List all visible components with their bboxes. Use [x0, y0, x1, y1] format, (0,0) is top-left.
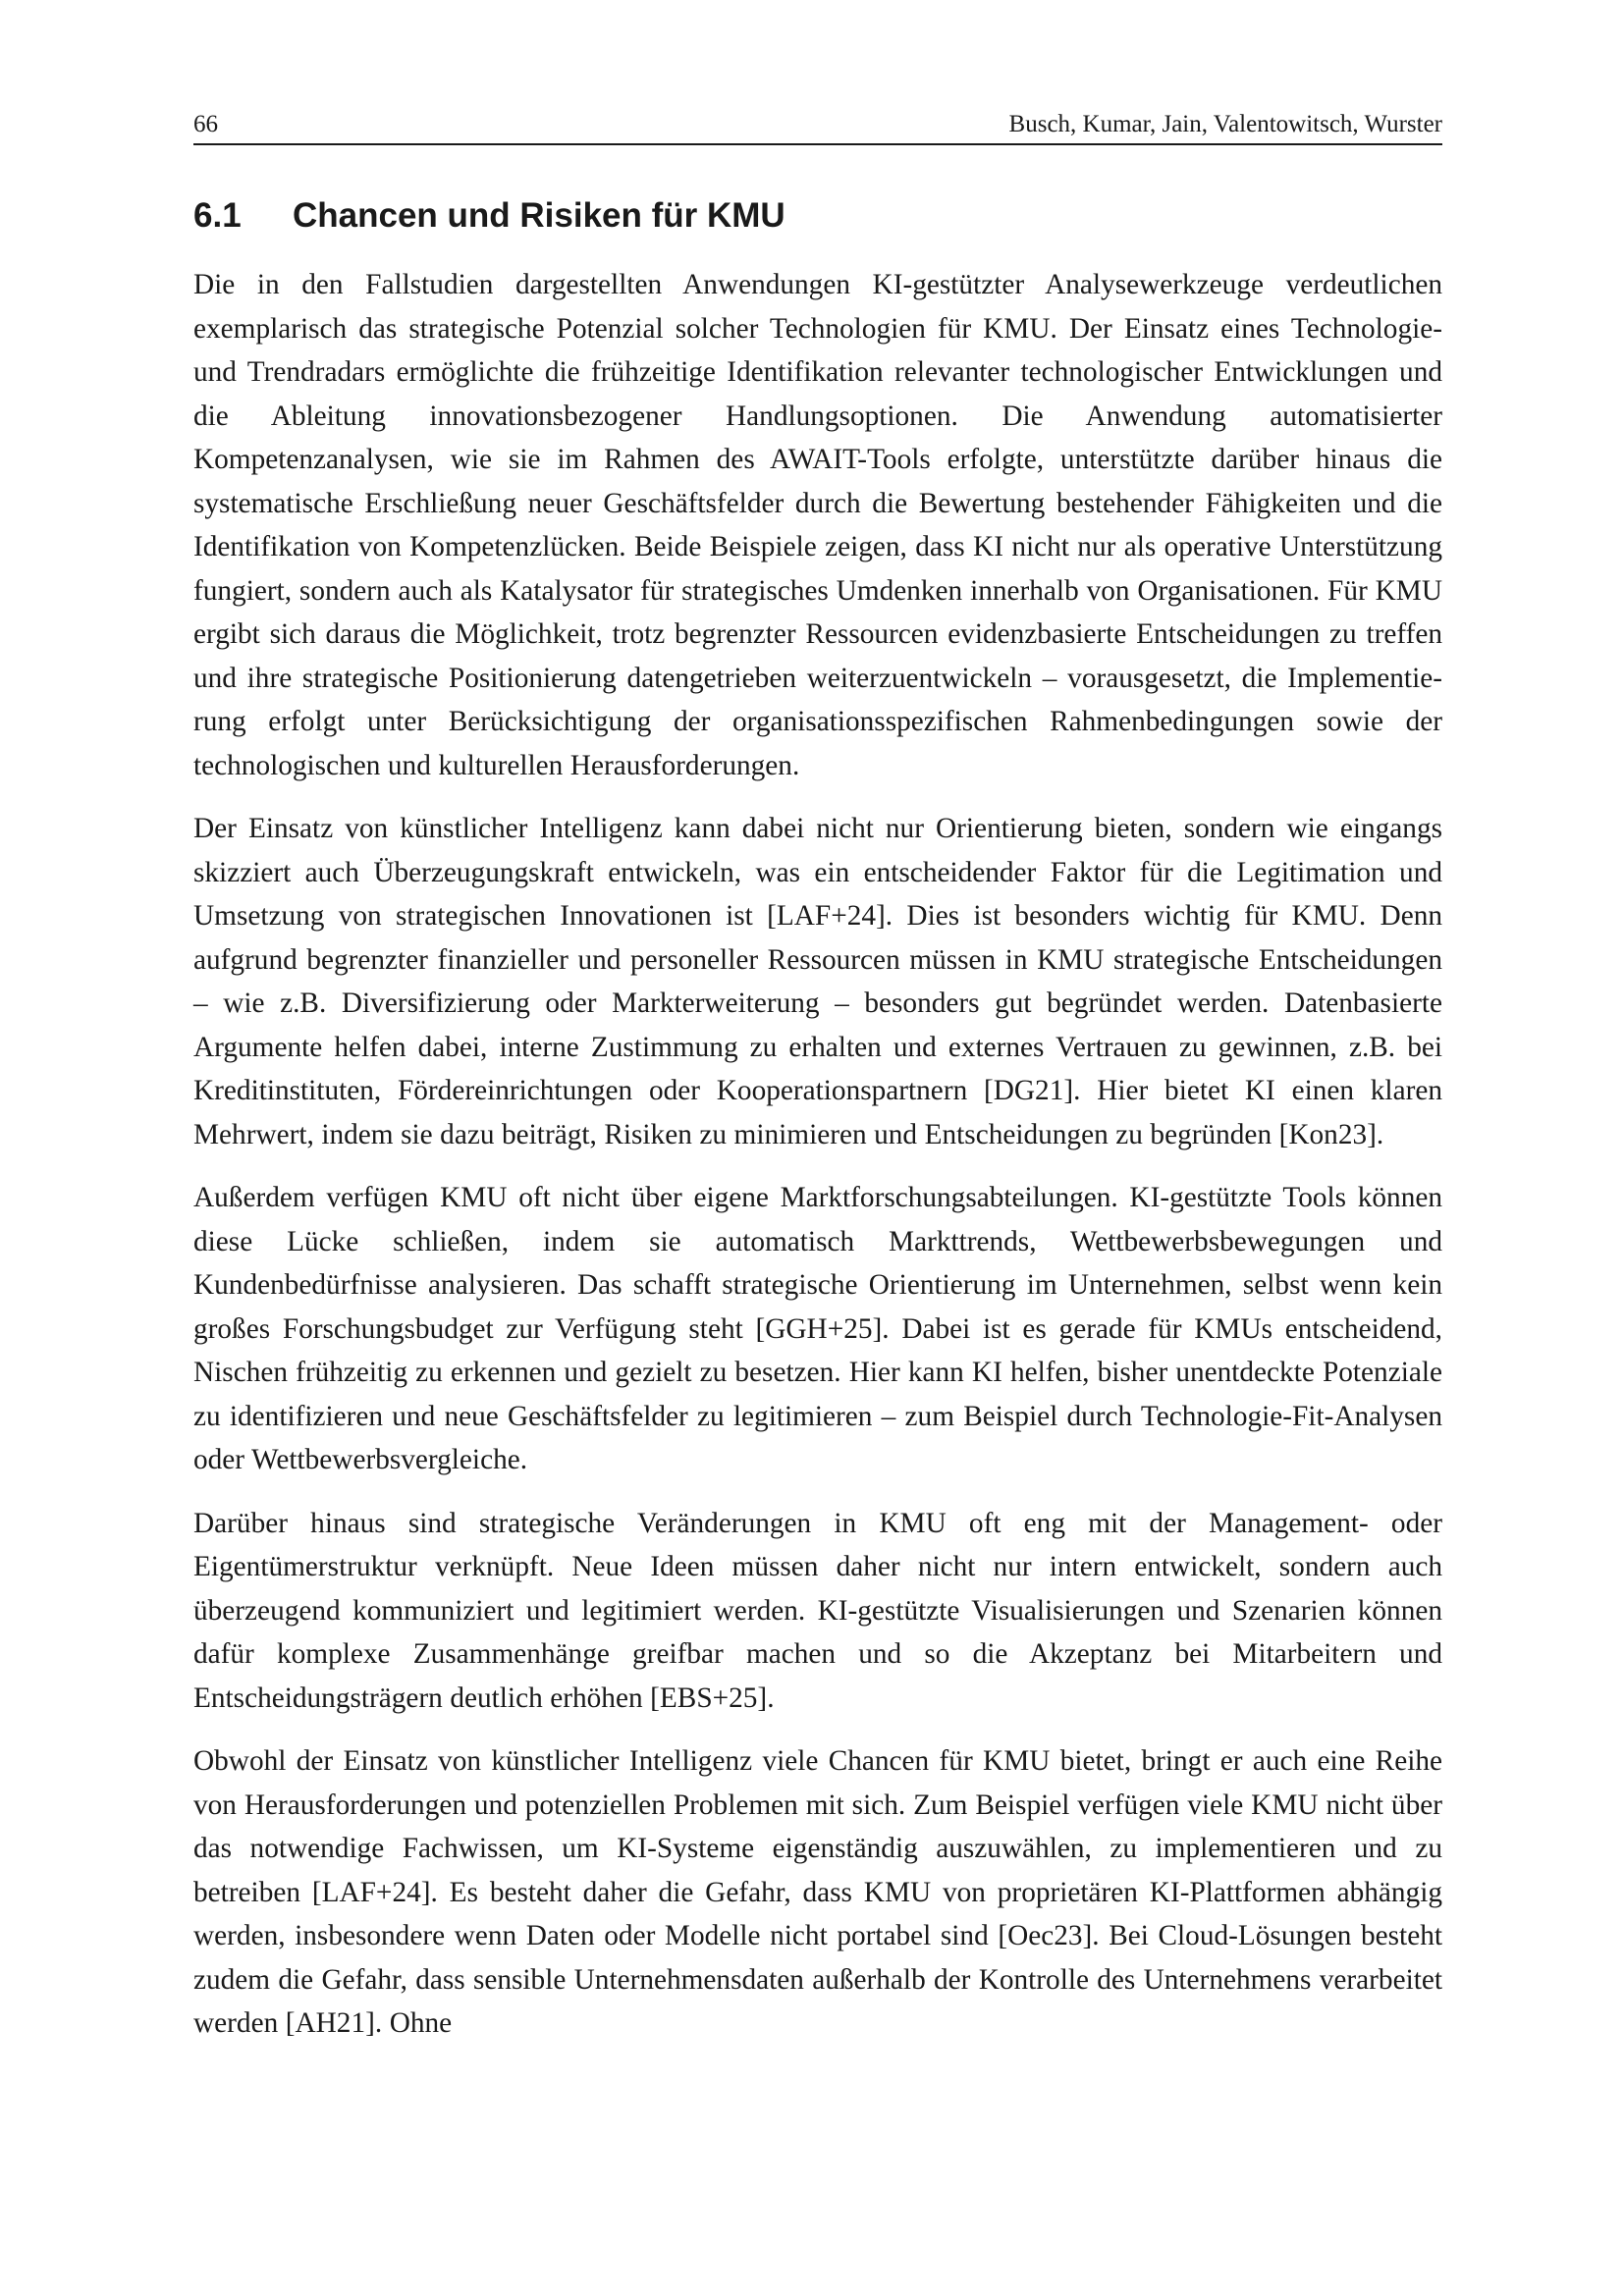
- paragraph-1: Die in den Fallstudien dargestellten Anwendungen KI-gestützter Analysewerkzeuge verdeutlichen exemplarisch das strategische Potenzial solcher Technologien für KMU. Der Einsatz eines Technologie- und Trendradars ermöglichte die frühzeitige Identifikation relevanter technologischer Entwicklungen und die Ableitung innovationsbezogener Handlungsoptionen. Die Anwendung automatisierter Kompetenzanalysen, wie sie im Rahmen des AWAIT-Tools erfolgte, unterstützte darüber hinaus die systematische Erschließung neuer Geschäftsfelder durch die Bewertung bestehender Fähigkeiten und die Identifikation von Kompetenzlücken. Beide Beispiele zeigen, dass KI nicht nur als operative Unterstützung fungiert, sondern auch als Katalysator für strategisches Umdenken innerhalb von Organisationen. Für KMU ergibt sich daraus die Möglichkeit, trotz begrenzter Ressourcen evidenzbasierte Entscheidungen zu treffen und ihre strategische Positionierung datengetrieben weiterzuentwickeln – vorausgesetzt, die Implementierung erfolgt unter Berücksichtigung der organisationsspezifischen Rahmenbedingungen sowie der technologischen und kulturellen Herausforderungen.: [193, 269, 1442, 781]
- running-header-authors: Busch, Kumar, Jain, Valentowitsch, Wurster: [1008, 111, 1442, 137]
- section-heading: [193, 194, 785, 238]
- page-number: 66: [193, 111, 218, 137]
- paragraph-4: Darüber hinaus sind strategische Veränderungen in KMU oft eng mit der Management- oder Eigentümerstruktur verknüpft. Neue Ideen müssen daher nicht nur intern entwickelt, sondern auch überzeugend kommuniziert und legitimiert werden. KI-gestützte Visualisierungen und Szenarien können dafür komplexe Zusammenhänge greifbar machen und so die Akzeptanz bei Mitarbeitern und Entscheidungsträgern deutlich erhöhen [EBS+25].: [193, 1507, 1442, 1714]
- paragraph-2: Der Einsatz von künstlicher Intelligenz kann dabei nicht nur Orientierung bieten, sondern wie eingangs skizziert auch Überzeugungskraft entwickeln, was ein entscheidender Faktor für die Legitimation und Umsetzung von strategischen Innovationen ist [LAF+24]. Dies ist besonders wichtig für KMU. Denn aufgrund begrenzter finanzieller und personeller Ressourcen müssen in KMU strategische Entscheidungen – wie z.B. Diversifizierung oder Markterweiterung – besonders gut begründet werden. Datenbasierte Argumente helfen dabei, interne Zustimmung zu erhalten und externes Vertrauen zu gewinnen, z.B. bei Kreditinstituten, Fördereinrichtungen oder Kooperationspartnern [DG21]. Hier bietet KI einen klaren Mehrwert, indem sie dazu beiträgt, Risiken zu minimieren und Entscheidungen zu begründen [Kon23].: [193, 813, 1442, 1150]
- running-header: [193, 108, 1442, 145]
- body-text: [193, 263, 1442, 2065]
- paragraph-5: Obwohl der Einsatz von künstlicher Intelligenz viele Chancen für KMU bietet, bringt er auch eine Reihe von Herausforderungen und potenziellen Problemen mit sich. Zum Beispiel verfügen viele KMU nicht über das notwendige Fachwissen, um KI-Systeme eigenständig auszuwählen, zu implementieren und zu betreiben [LAF+24]. Es besteht daher die Gefahr, dass KMU von proprietären KI-Plattformen abhängig werden, insbesondere wenn Daten oder Modelle nicht portabel sind [Oec23]. Bei Cloud-Lösungen besteht zudem die Gefahr, dass sensible Unternehmensdaten außerhalb der Kontrolle des Unternehmens verarbeitet werden [AH21]. Ohne: [193, 1745, 1442, 2039]
- paragraph-3: Außerdem verfügen KMU oft nicht über eigene Marktforschungsabteilungen. KI-gestützte Tools können diese Lücke schließen, indem sie automatisch Markttrends, Wettbewerbsbewegungen und Kundenbedürfnisse analysieren. Das schafft strategische Orientierung im Unternehmen, selbst wenn kein großes Forschungsbudget zur Verfügung steht [GGH+25]. Dabei ist es gerade für KMUs entscheidend, Nischen frühzeitig zu erkennen und gezielt zu besetzen. Hier kann KI helfen, bisher unentdeckte Potenziale zu identifizieren und neue Geschäftsfelder zu legitimieren – zum Beispiel durch Technologie-Fit-Analysen oder Wettbewerbsvergleiche.: [193, 1182, 1442, 1475]
- section-title: Chancen und Risiken für KMU: [293, 196, 785, 235]
- section-number: 6.1: [193, 196, 242, 235]
